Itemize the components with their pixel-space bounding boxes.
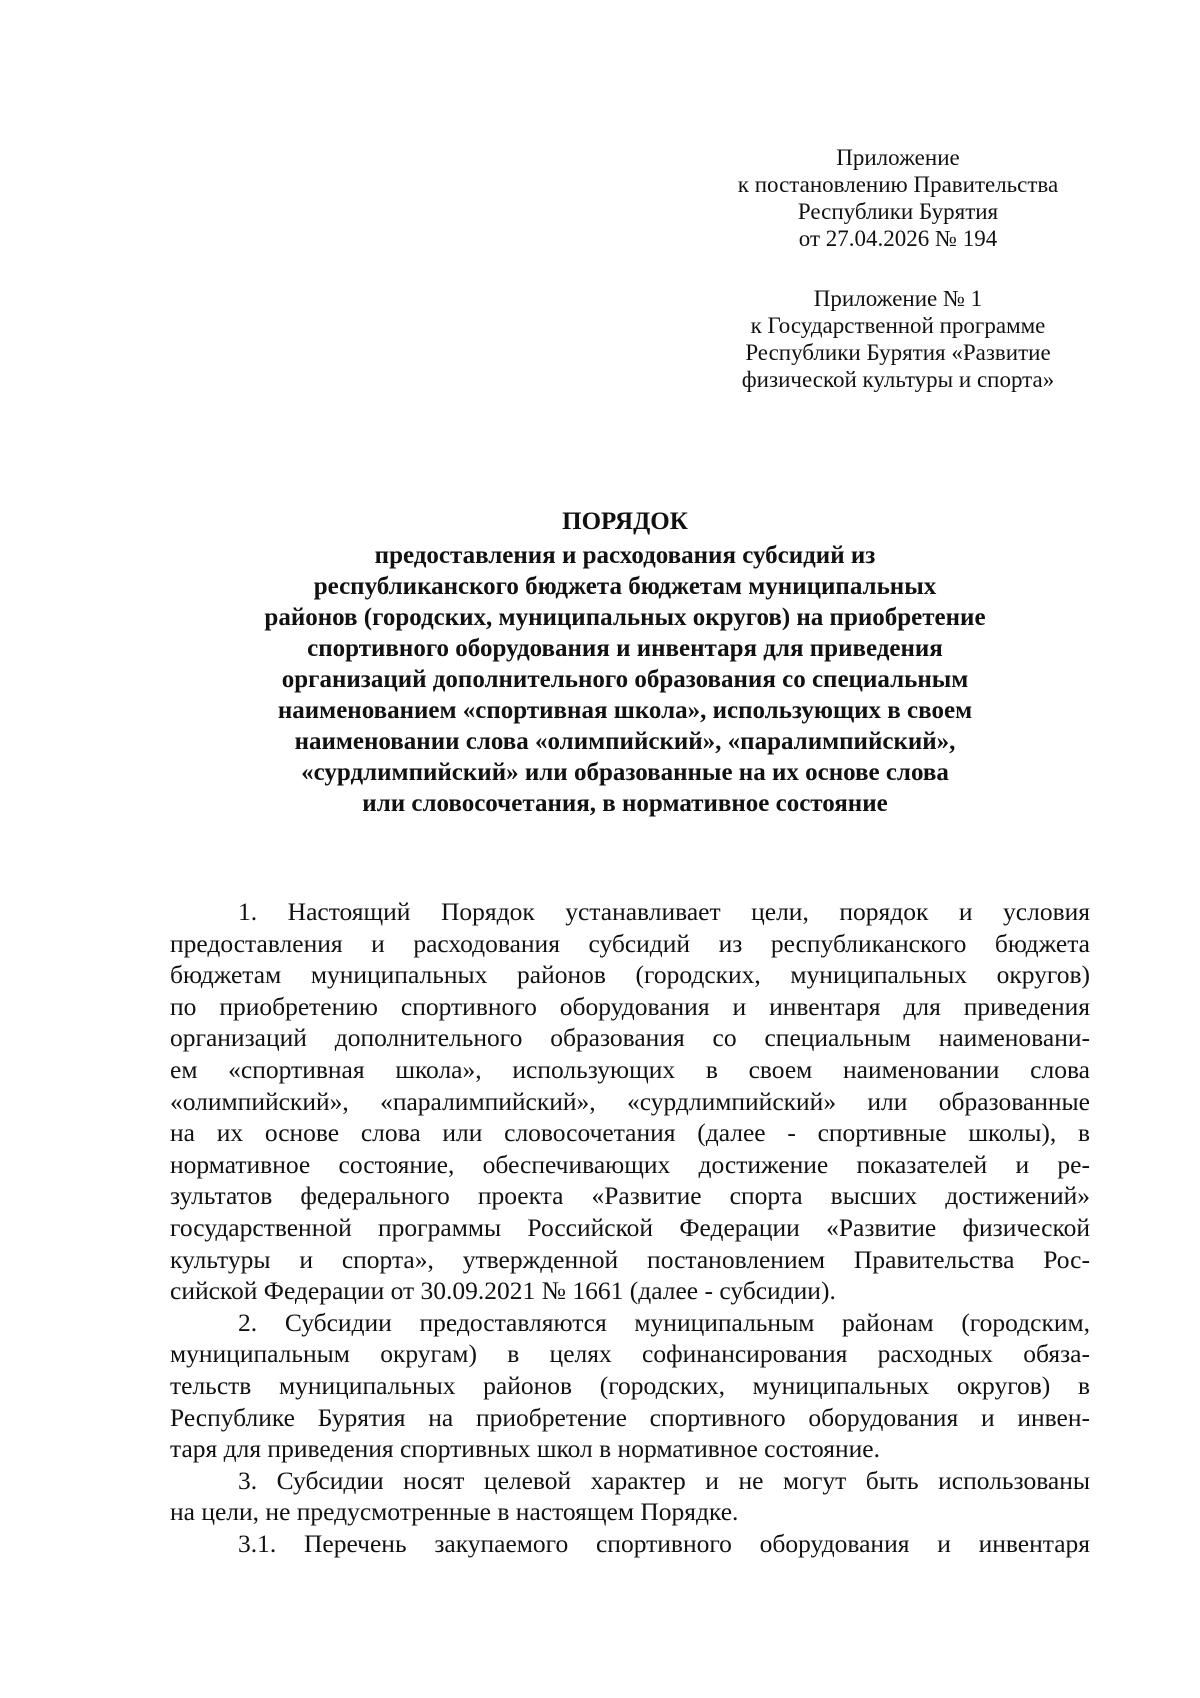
title-line: или словосочетания, в нормативное состояние xyxy=(362,790,888,817)
appendix-line: Приложение № 1 xyxy=(813,286,983,311)
paragraph-line: сийской Федерации от 30.09.2021 № 1661 (далее - субсидии). xyxy=(170,1276,836,1306)
paragraph-3-1 xyxy=(170,1528,1090,1560)
paragraph-line: тельств муниципальных районов (городских, муниципальных округов) в xyxy=(170,1370,1090,1400)
document-body xyxy=(170,896,1090,1559)
title-line: «сурдлимпийский» или образованные на их основе слова xyxy=(301,759,949,786)
paragraph-line: 2. Субсидии предоставляются муниципальным районам (городским, xyxy=(238,1307,1090,1337)
paragraph-line: бюджетам муниципальных районов (городских, муниципальных округов) xyxy=(170,960,1090,990)
paragraph-line: государственной программы Российской Федерации «Развитие физической xyxy=(170,1212,1090,1242)
appendix-line: физической культуры и спорта» xyxy=(741,367,1055,392)
paragraph-line: культуры и спорта», утвержденной постановлением Правительства Рос- xyxy=(170,1244,1090,1274)
paragraph-line: нормативное состояние, обеспечивающих достижение показателей и ре- xyxy=(170,1149,1090,1179)
appendix-line: Республики Бурятия xyxy=(797,199,999,224)
paragraph-line: Республике Бурятия на приобретение спортивного оборудования и инвен- xyxy=(170,1402,1090,1432)
title-line: республиканского бюджета бюджетам муниципальных xyxy=(313,573,937,600)
title-line: наименованием «спортивная школа», использующих в своем xyxy=(277,697,973,724)
paragraph-line: муниципальным округам) в целях софинансирования расходных обяза- xyxy=(170,1339,1090,1369)
paragraph-3 xyxy=(170,1465,1090,1528)
paragraph-line: предоставления и расходования субсидий из республиканского бюджета xyxy=(170,928,1090,958)
paragraph-2 xyxy=(170,1307,1090,1465)
paragraph-line: зультатов федерального проекта «Развитие спорта высших достижений» xyxy=(170,1181,1090,1211)
appendix-line: к постановлению Правительства xyxy=(737,172,1059,197)
title-line: наименовании слова «олимпийский», «паралимпийский», xyxy=(294,728,956,755)
document-title xyxy=(130,506,1120,819)
paragraph-1 xyxy=(170,896,1090,1307)
paragraph-line: на цели, не предусмотренные в настоящем Порядке. xyxy=(170,1497,739,1527)
title-line: организаций дополнительного образования со специальным xyxy=(281,666,969,693)
paragraph-line: по приобретению спортивного оборудования и инвентаря для приведения xyxy=(170,991,1090,1021)
appendix-line: от 27.04.2026 № 194 xyxy=(798,226,998,251)
appendix-header-state-program xyxy=(708,285,1088,393)
paragraph-line: таря для приведения спортивных школ в нормативное состояние. xyxy=(170,1434,880,1464)
title-line: спортивного оборудования и инвентаря для приведения xyxy=(307,635,943,662)
paragraph-line: 3. Субсидии носят целевой характер и не могут быть использованы xyxy=(238,1465,1090,1495)
paragraph-line: организаций дополнительного образования со специальным наименовани- xyxy=(170,1023,1090,1053)
appendix-line: Республики Бурятия «Развитие xyxy=(745,340,1051,365)
title-line: районов (городских, муниципальных округов) на приобретение xyxy=(264,604,986,631)
title-main: ПОРЯДОК xyxy=(562,508,688,535)
paragraph-line: ем «спортивная школа», использующих в своем наименовании слова xyxy=(170,1054,1090,1084)
appendix-header-government-resolution xyxy=(708,144,1088,252)
appendix-line: к Государственной программе xyxy=(750,313,1046,338)
title-line: предоставления и расходования субсидий из xyxy=(374,542,876,569)
paragraph-line: 3.1. Перечень закупаемого спортивного оборудования и инвентаря xyxy=(238,1528,1090,1558)
appendix-line: Приложение xyxy=(836,145,960,170)
paragraph-line: «олимпийский», «паралимпийский», «сурдлимпийский» или образованные xyxy=(170,1086,1090,1116)
paragraph-line: 1. Настоящий Порядок устанавливает цели, порядок и условия xyxy=(238,897,1090,926)
paragraph-line: на их основе слова или словосочетания (далее - спортивные школы), в xyxy=(170,1118,1090,1148)
